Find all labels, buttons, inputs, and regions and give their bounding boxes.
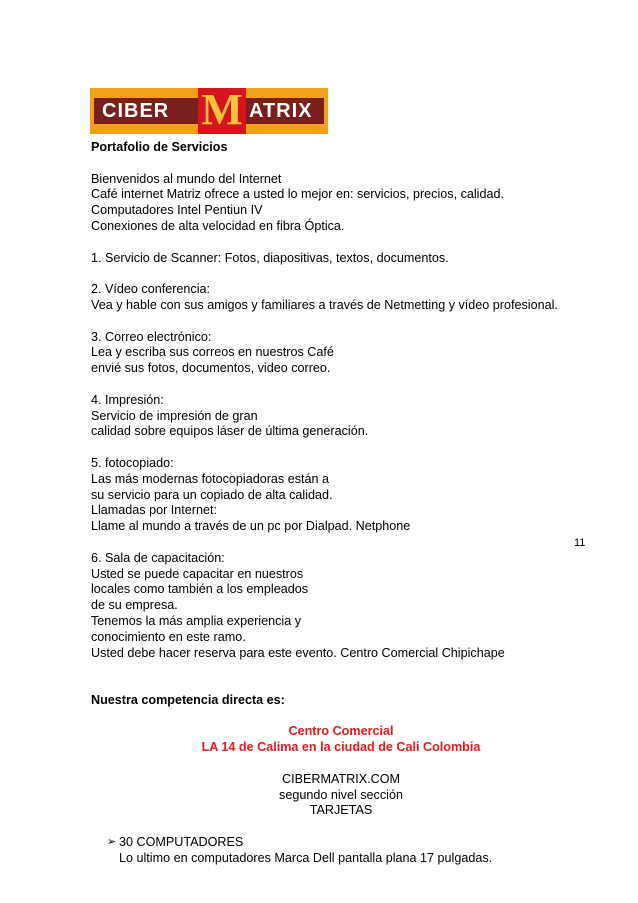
bullet-title: 30 COMPUTADORES bbox=[119, 835, 244, 850]
logo-word-atrix: ATRIX bbox=[249, 100, 313, 122]
competition-center-line: CIBERMATRIX.COM bbox=[281, 771, 400, 786]
service-5-line: Llamadas por Internet: bbox=[91, 503, 218, 518]
competition-heading: Nuestra competencia directa es: bbox=[91, 692, 285, 707]
service-2-line: 2. Vídeo conferencia: bbox=[91, 282, 211, 297]
bullet-desc: Lo ultimo en computadores Marca Dell pantalla plana 17 pulgadas. bbox=[119, 850, 493, 865]
service-3-line: Lea y escriba sus correos en nuestros Café bbox=[91, 345, 334, 360]
service-4-line: calidad sobre equipos láser de última generación. bbox=[91, 424, 369, 439]
logo-word-ciber: CIBER bbox=[102, 100, 170, 122]
page-title: Portafolio de Servicios bbox=[91, 140, 228, 154]
service-6-line: Usted se puede capacitar en nuestros bbox=[91, 566, 304, 581]
competition-center-line: segundo nivel sección bbox=[279, 787, 403, 802]
service-4-line: 4. Impresión: bbox=[91, 392, 164, 407]
service-1-line: 1. Servicio de Scanner: Fotos, diapositivas, textos, documentos. bbox=[91, 250, 449, 265]
service-6-line: de su empresa. bbox=[91, 598, 178, 613]
cibermatrix-logo bbox=[90, 85, 328, 134]
bullet-item bbox=[91, 835, 591, 867]
service-6-line: Usted debe hacer reserva para este evento. Centro Comercial Chipichape bbox=[91, 645, 505, 660]
logo-letter-m: M bbox=[201, 85, 243, 134]
intro-line: Computadores Intel Pentiun IV bbox=[91, 203, 263, 218]
service-5-line: 5. fotocopiado: bbox=[91, 455, 174, 470]
service-3-line: envié sus fotos, documentos, video correo. bbox=[91, 361, 331, 376]
service-5-line: Llame al mundo a través de un pc por Dialpad. Netphone bbox=[91, 519, 411, 534]
intro-line: Café internet Matriz ofrece a usted lo mejor en: servicios, precios, calidad. bbox=[91, 187, 504, 202]
service-6-line: Tenemos la más amplia experiencia y bbox=[91, 613, 301, 628]
service-6-line: locales como también a los empleados bbox=[91, 582, 309, 597]
service-3-line: 3. Correo electrónico: bbox=[91, 329, 212, 344]
service-5-line: Las más modernas fotocopiadoras están a bbox=[91, 471, 330, 486]
page-number: 11 bbox=[574, 537, 586, 549]
service-6-line: 6. Sala de capacitación: bbox=[91, 550, 225, 565]
competition-red-line: LA 14 de Calima en la ciudad de Cali Colombia bbox=[201, 740, 481, 755]
competition-red-line: Centro Comercial bbox=[288, 724, 394, 739]
intro-line: Bienvenidos al mundo del Internet bbox=[91, 171, 282, 186]
service-2-line: Vea y hable con sus amigos y familiares a través de Netmetting y vídeo profesional. bbox=[91, 297, 558, 312]
service-6-line: conocimiento en este ramo. bbox=[91, 629, 246, 644]
arrow-bullet-icon: ➢ bbox=[107, 836, 117, 849]
service-5-line: su servicio para un copiado de alta calidad. bbox=[91, 487, 333, 502]
competition-center-line: TARJETAS bbox=[309, 803, 373, 818]
service-4-line: Servicio de impresión de gran bbox=[91, 408, 258, 423]
intro-line: Conexiones de alta velocidad en fibra Óptica. bbox=[91, 218, 345, 233]
document-body bbox=[91, 140, 591, 867]
